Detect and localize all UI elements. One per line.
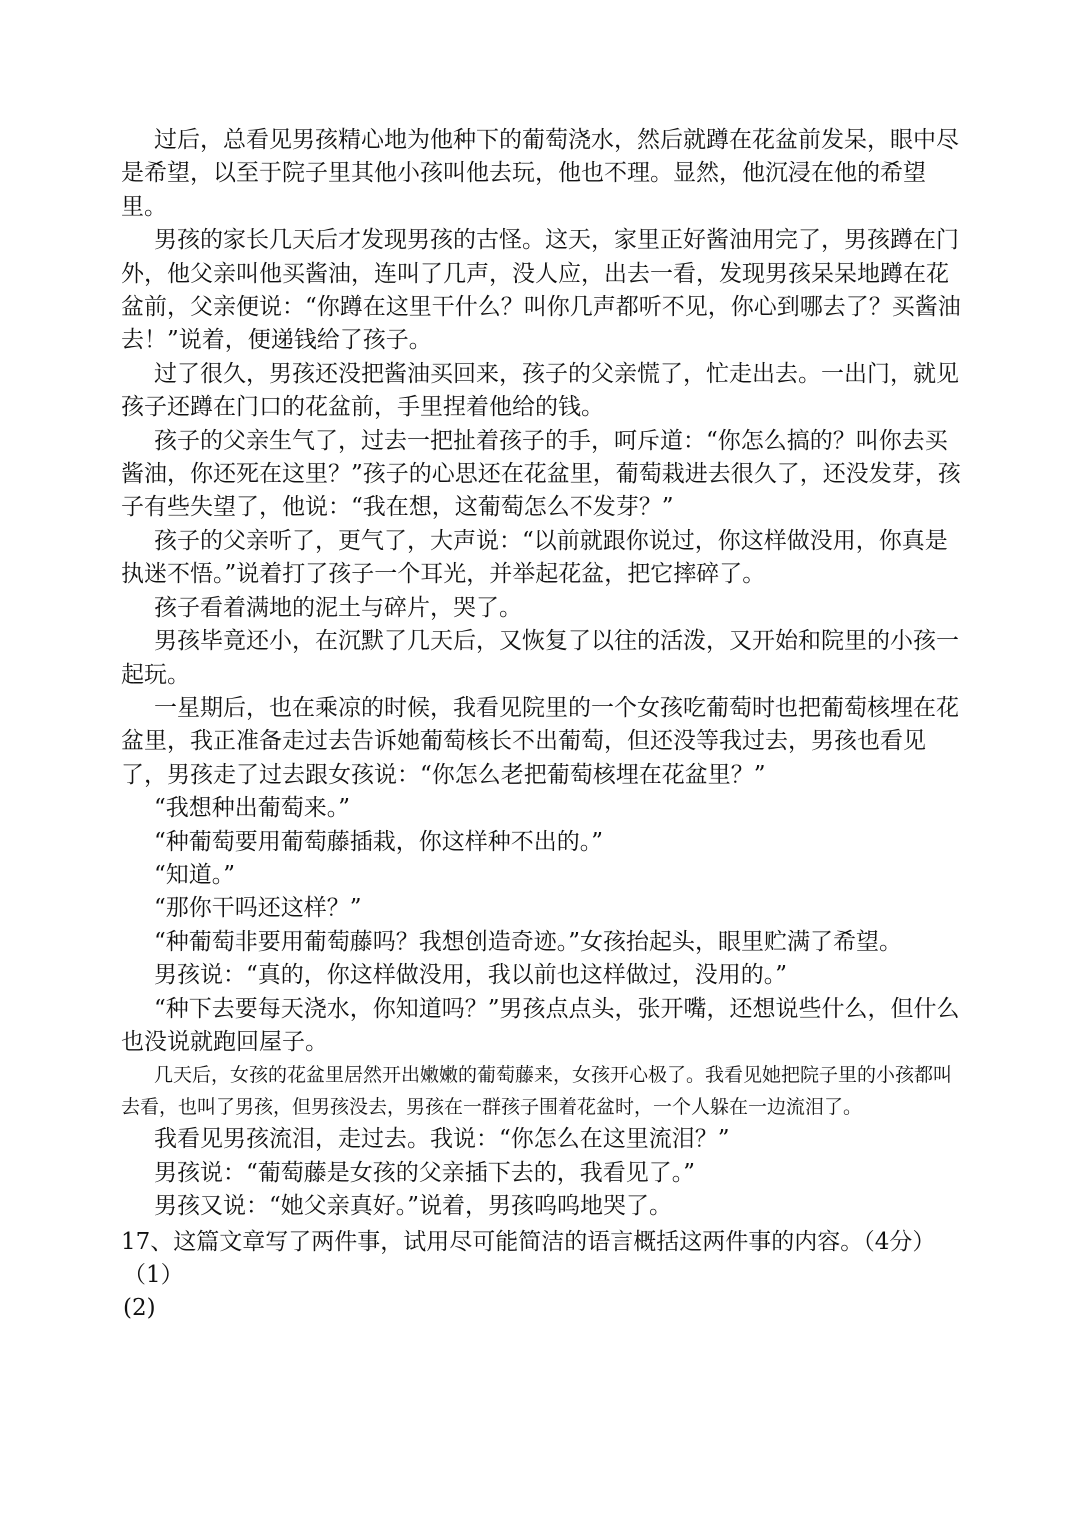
dialogue-line: “种葡萄要用葡萄藤插栽，你这样种不出的。” xyxy=(154,828,604,855)
question-17: 17、这篇文章写了两件事，试用尽可能简洁的语言概括这两件事的内容。（4分） xyxy=(121,1228,936,1255)
story-paragraph: 几天后，女孩的花盆里居然开出嫩嫩的葡萄藤来，女孩开心极了。我看见她把院子里的小孩都叫去看，也叫了男孩，但男孩没去，男孩在一群孩子围着花盆时，一个人躲在一边流泪了。 xyxy=(121,1064,953,1119)
story-paragraph: 过了很久，男孩还没把酱油买回来，孩子的父亲慌了，忙走出去。一出门，就见孩子还蹲在门口的花盆前，手里捏着他给的钱。 xyxy=(121,360,959,421)
dialogue-line: 男孩说：“真的，你这样做没用，我以前也这样做过，没用的。” xyxy=(154,962,788,989)
dialogue-line: “种葡萄非要用葡萄藤吗？我想创造奇迹。”女孩抬起头，眼里贮满了希望。 xyxy=(154,928,903,955)
story-text xyxy=(121,124,963,1326)
story-paragraph: 孩子的父亲听了，更气了，大声说：“以前就跟你说过，你这样做没用，你真是执迷不悟。”说着打了孩子一个耳光，并举起花盆，把它摔碎了。 xyxy=(121,527,948,588)
dialogue-line: “我想种出葡萄来。” xyxy=(154,795,351,822)
dialogue-line: “知道。” xyxy=(154,861,236,888)
story-paragraph: 一星期后，也在乘凉的时候，我看见院里的一个女孩吃葡萄时也把葡萄核埋在花盆里，我正准备走过去告诉她葡萄核长不出葡萄，但还没等我过去，男孩也看见了，男孩走了过去跟女孩说：“你怎么老把葡萄核埋在花盆里？” xyxy=(121,694,959,788)
dialogue-line: “那你干吗还这样？” xyxy=(154,895,362,922)
story-paragraph: 男孩的家长几天后才发现男孩的古怪。这天，家里正好酱油用完了，男孩蹲在门外，他父亲叫他买酱油，连叫了几声，没人应，出去一看，发现男孩呆呆地蹲在花盆前，父亲便说：“你蹲在这里干什么？叫你几声都听不见，你心到哪去了？买酱油去！”说着，便递钱给了孩子。 xyxy=(121,227,961,354)
dialogue-line: “种下去要每天浇水，你知道吗？”男孩点点头，张开嘴，还想说些什么，但什么也没说就跑回屋子。 xyxy=(121,995,960,1055)
story-paragraph: 孩子看着满地的泥土与碎片，哭了。 xyxy=(154,594,522,621)
answer-item-1: （1） xyxy=(123,1262,184,1288)
story-paragraph: 男孩毕竟还小，在沉默了几天后，又恢复了以往的活泼，又开始和院里的小孩一起玩。 xyxy=(121,628,959,688)
answer-item-2: (2) xyxy=(123,1295,156,1322)
story-paragraph: 男孩说：“葡萄藤是女孩的父亲插下去的，我看见了。” xyxy=(154,1159,696,1186)
story-paragraph: 我看见男孩流泪，走过去。我说：“你怎么在这里流泪？” xyxy=(154,1126,730,1153)
story-paragraph: 孩子的父亲生气了，过去一把扯着孩子的手，呵斥道：“你怎么搞的？叫你去买酱油，你还死在这里？”孩子的心思还在花盆里，葡萄栽进去很久了，还没发芽，孩子有些失望了，他说：“我在想，这葡萄怎么不发芽？” xyxy=(121,427,961,521)
story-paragraph: 过后，总看见男孩精心地为他种下的葡萄浇水，然后就蹲在花盆前发呆，眼中尽是希望，以至于院子里其他小孩叫他去玩，他也不理。显然，他沉浸在他的希望里。 xyxy=(121,127,959,220)
story-paragraph: 男孩又说：“她父亲真好。”说着，男孩呜呜地哭了。 xyxy=(154,1193,673,1220)
